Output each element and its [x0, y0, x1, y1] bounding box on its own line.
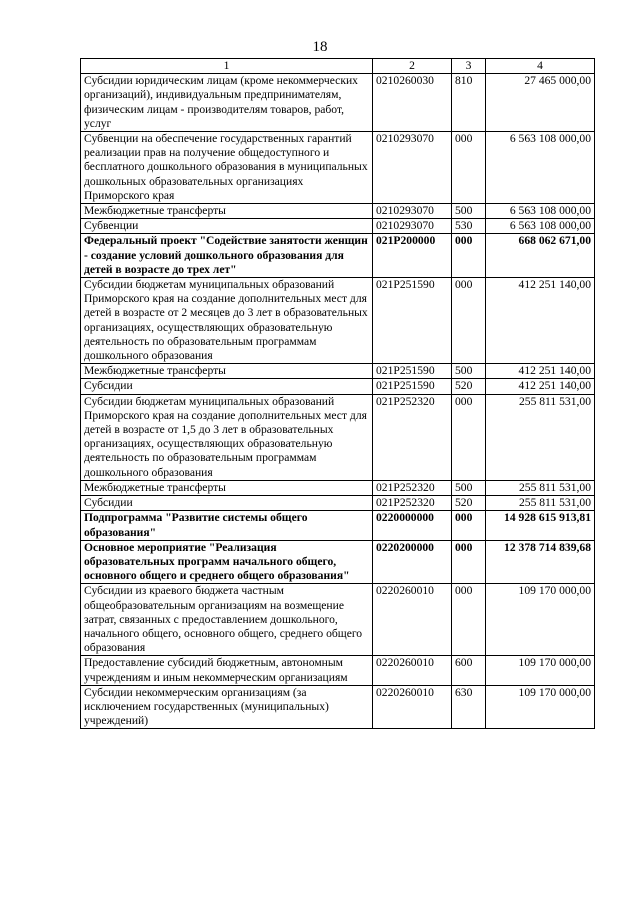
table-row: [81, 480, 595, 495]
row-code: 0220000000: [373, 511, 452, 540]
row-amount: 6 563 108 000,00: [486, 132, 595, 204]
table-row: [81, 394, 595, 480]
table-row: [81, 685, 595, 729]
row-name: Субвенции на обеспечение государственных гарантий реализации прав на получение общедоступного и бесплатного дошкольного образования в муниципальных дошкольных образовательных организациях Приморского края: [81, 132, 373, 204]
table-row: [81, 540, 595, 584]
table-row: [81, 364, 595, 379]
row-type: 000: [452, 394, 486, 480]
row-name: Основное мероприятие "Реализация образовательных программ начального общего, основного общего и среднего общего образования": [81, 540, 373, 584]
row-type: 500: [452, 480, 486, 495]
row-amount: 14 928 615 913,81: [486, 511, 595, 540]
row-name: Предоставление субсидий бюджетным, автономным учреждениям и иным некоммерческим организациям: [81, 656, 373, 685]
row-name: Межбюджетные трансферты: [81, 364, 373, 379]
row-type: 000: [452, 278, 486, 364]
table-row: [81, 584, 595, 656]
row-code: 0210293070: [373, 219, 452, 234]
table-row: [81, 132, 595, 204]
table-row: [81, 74, 595, 132]
row-amount: 255 811 531,00: [486, 480, 595, 495]
row-amount: 27 465 000,00: [486, 74, 595, 132]
row-type: 500: [452, 204, 486, 219]
row-code: 021P200000: [373, 234, 452, 278]
row-type: 000: [452, 584, 486, 656]
table-row: [81, 204, 595, 219]
table-row: [81, 496, 595, 511]
row-amount: 668 062 671,00: [486, 234, 595, 278]
row-amount: 412 251 140,00: [486, 364, 595, 379]
row-type: 500: [452, 364, 486, 379]
row-type: 630: [452, 685, 486, 729]
row-type: 000: [452, 234, 486, 278]
row-code: 0210260030: [373, 74, 452, 132]
row-code: 021P252320: [373, 496, 452, 511]
row-name: Субсидии некоммерческим организациям (за исключением государственных (муниципальных) учреждений): [81, 685, 373, 729]
row-amount: 12 378 714 839,68: [486, 540, 595, 584]
row-amount: 109 170 000,00: [486, 656, 595, 685]
row-amount: 412 251 140,00: [486, 379, 595, 394]
row-amount: 6 563 108 000,00: [486, 219, 595, 234]
row-name: Федеральный проект "Содействие занятости женщин - создание условий дошкольного образования для детей в возрасте до трех лет": [81, 234, 373, 278]
row-amount: 109 170 000,00: [486, 584, 595, 656]
row-code: 021P252320: [373, 394, 452, 480]
row-code: 0210293070: [373, 204, 452, 219]
header-row: [81, 59, 595, 74]
row-name: Субсидии бюджетам муниципальных образований Приморского края на создание дополнительных мест для детей в возрасте от 2 месяцев до 3 лет в образовательных организациях, осуществляющих образовательную деятельность по образовательным программам дошкольного образования: [81, 278, 373, 364]
row-code: 0220260010: [373, 584, 452, 656]
row-code: 021P252320: [373, 480, 452, 495]
row-name: Субсидии: [81, 379, 373, 394]
table-row: [81, 234, 595, 278]
row-code: 0220200000: [373, 540, 452, 584]
row-name: Субсидии: [81, 496, 373, 511]
table-row: [81, 278, 595, 364]
row-name: Межбюджетные трансферты: [81, 480, 373, 495]
row-name: Межбюджетные трансферты: [81, 204, 373, 219]
row-amount: 6 563 108 000,00: [486, 204, 595, 219]
row-amount: 109 170 000,00: [486, 685, 595, 729]
row-name: Субсидии юридическим лицам (кроме некоммерческих организаций), индивидуальным предпринимателям, физическим лицам - производителям товаров, работ, услуг: [81, 74, 373, 132]
header-col-1: 1: [81, 59, 373, 74]
row-type: 530: [452, 219, 486, 234]
row-type: 600: [452, 656, 486, 685]
row-name: Субсидии бюджетам муниципальных образований Приморского края на создание дополнительных мест для детей в возрасте от 1,5 до 3 лет в образовательных организациях, осуществляющих образовательную деятельность по образовательным программам дошкольного образования: [81, 394, 373, 480]
header-col-3: 3: [452, 59, 486, 74]
row-type: 520: [452, 496, 486, 511]
row-name: Подпрограмма "Развитие системы общего образования": [81, 511, 373, 540]
row-code: 021P251590: [373, 364, 452, 379]
table-row: [81, 379, 595, 394]
row-type: 000: [452, 511, 486, 540]
budget-table: [80, 58, 595, 729]
header-col-4: 4: [486, 59, 595, 74]
row-type: 000: [452, 132, 486, 204]
row-type: 520: [452, 379, 486, 394]
table-row: [81, 511, 595, 540]
row-code: 021P251590: [373, 278, 452, 364]
row-type: 000: [452, 540, 486, 584]
row-amount: 255 811 531,00: [486, 496, 595, 511]
page-number: 18: [312, 39, 328, 55]
row-type: 810: [452, 74, 486, 132]
row-name: Субсидии из краевого бюджета частным общеобразовательным организациям на возмещение затрат, связанных с предоставлением дошкольного, начального общего, основного общего, среднего общего образования: [81, 584, 373, 656]
table-row: [81, 219, 595, 234]
row-amount: 255 811 531,00: [486, 394, 595, 480]
row-name: Субвенции: [81, 219, 373, 234]
header-col-2: 2: [373, 59, 452, 74]
row-amount: 412 251 140,00: [486, 278, 595, 364]
row-code: 0220260010: [373, 685, 452, 729]
table-row: [81, 656, 595, 685]
row-code: 021P251590: [373, 379, 452, 394]
row-code: 0220260010: [373, 656, 452, 685]
row-code: 0210293070: [373, 132, 452, 204]
